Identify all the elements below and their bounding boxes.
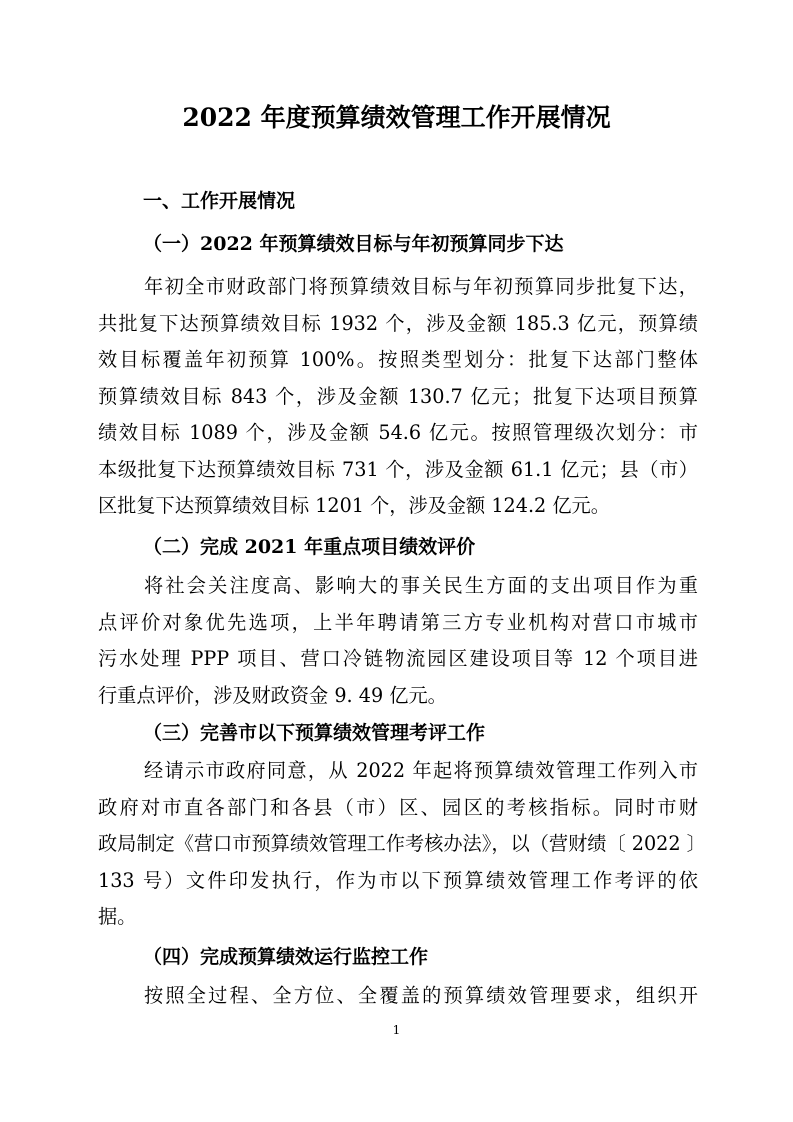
paragraph-line: 将社会关注度高、影响大的事关民生方面的支出项目作为重 xyxy=(144,574,698,597)
document-title: 2022 年度预算绩效管理工作开展情况 xyxy=(182,103,611,132)
paragraph-line: 绩效目标 1089 个，涉及金额 54.6 亿元。按照管理级次划分：市 xyxy=(98,421,698,444)
paragraph-line: 据。 xyxy=(98,905,137,928)
paragraph-line: 共批复下达预算绩效目标 1932 个，涉及金额 185.3 亿元，预算绩 xyxy=(98,311,698,335)
subsection-heading-1: （一）2022 年预算绩效目标与年初预算同步下达 xyxy=(143,233,564,255)
paragraph-line: 经请示市政府同意，从 2022 年起将预算绩效管理工作列入市 xyxy=(144,759,698,782)
subsection-heading-3: （三）完善市以下预算绩效管理考评工作 xyxy=(143,722,486,744)
paragraph-4 xyxy=(98,978,698,1015)
paragraph-line: 133 号）文件印发执行，作为市以下预算绩效管理工作考评的依 xyxy=(98,868,698,892)
paragraph-line: 污水处理 PPP 项目、营口冷链物流园区建设项目等 12 个项目进 xyxy=(98,647,698,670)
paragraph-line: 本级批复下达预算绩效目标 731 个，涉及金额 61.1 亿元；县（市） xyxy=(98,457,698,481)
paragraph-3 xyxy=(98,753,706,936)
paragraph-2 xyxy=(98,568,698,714)
page-number: 1 xyxy=(392,1023,401,1037)
paragraph-line: 效目标覆盖年初预算 100%。按照类型划分：批复下达部门整体 xyxy=(98,348,698,371)
paragraph-line: 年初全市财政部门将预算绩效目标与年初预算同步批复下达， xyxy=(144,275,698,298)
section-heading: 一、工作开展情况 xyxy=(143,190,296,212)
paragraph-line: 行重点评价，涉及财政资金 9. 49 亿元。 xyxy=(98,683,447,707)
paragraph-line: 按照全过程、全方位、全覆盖的预算绩效管理要求，组织开 xyxy=(144,984,698,1007)
paragraph-line: 预算绩效目标 843 个，涉及金额 130.7 亿元；批复下达项目预算 xyxy=(98,384,698,408)
paragraph-line: 政局制定《营口市预算绩效管理工作考核办法》，以（营财绩〔 2022 〕 xyxy=(98,832,706,855)
subsection-heading-2: （二）完成 2021 年重点项目绩效评价 xyxy=(143,536,476,558)
paragraph-line: 政府对市直各部门和各县（市）区、园区的考核指标。同时市财 xyxy=(98,795,698,819)
subsection-heading-4: （四）完成预算绩效运行监控工作 xyxy=(143,946,429,968)
paragraph-1 xyxy=(98,269,698,525)
paragraph-line: 点评价对象优先选项，上半年聘请第三方专业机构对营口市城市 xyxy=(98,610,698,634)
paragraph-line: 区批复下达预算绩效目标 1201 个，涉及金额 124.2 亿元。 xyxy=(98,494,610,517)
